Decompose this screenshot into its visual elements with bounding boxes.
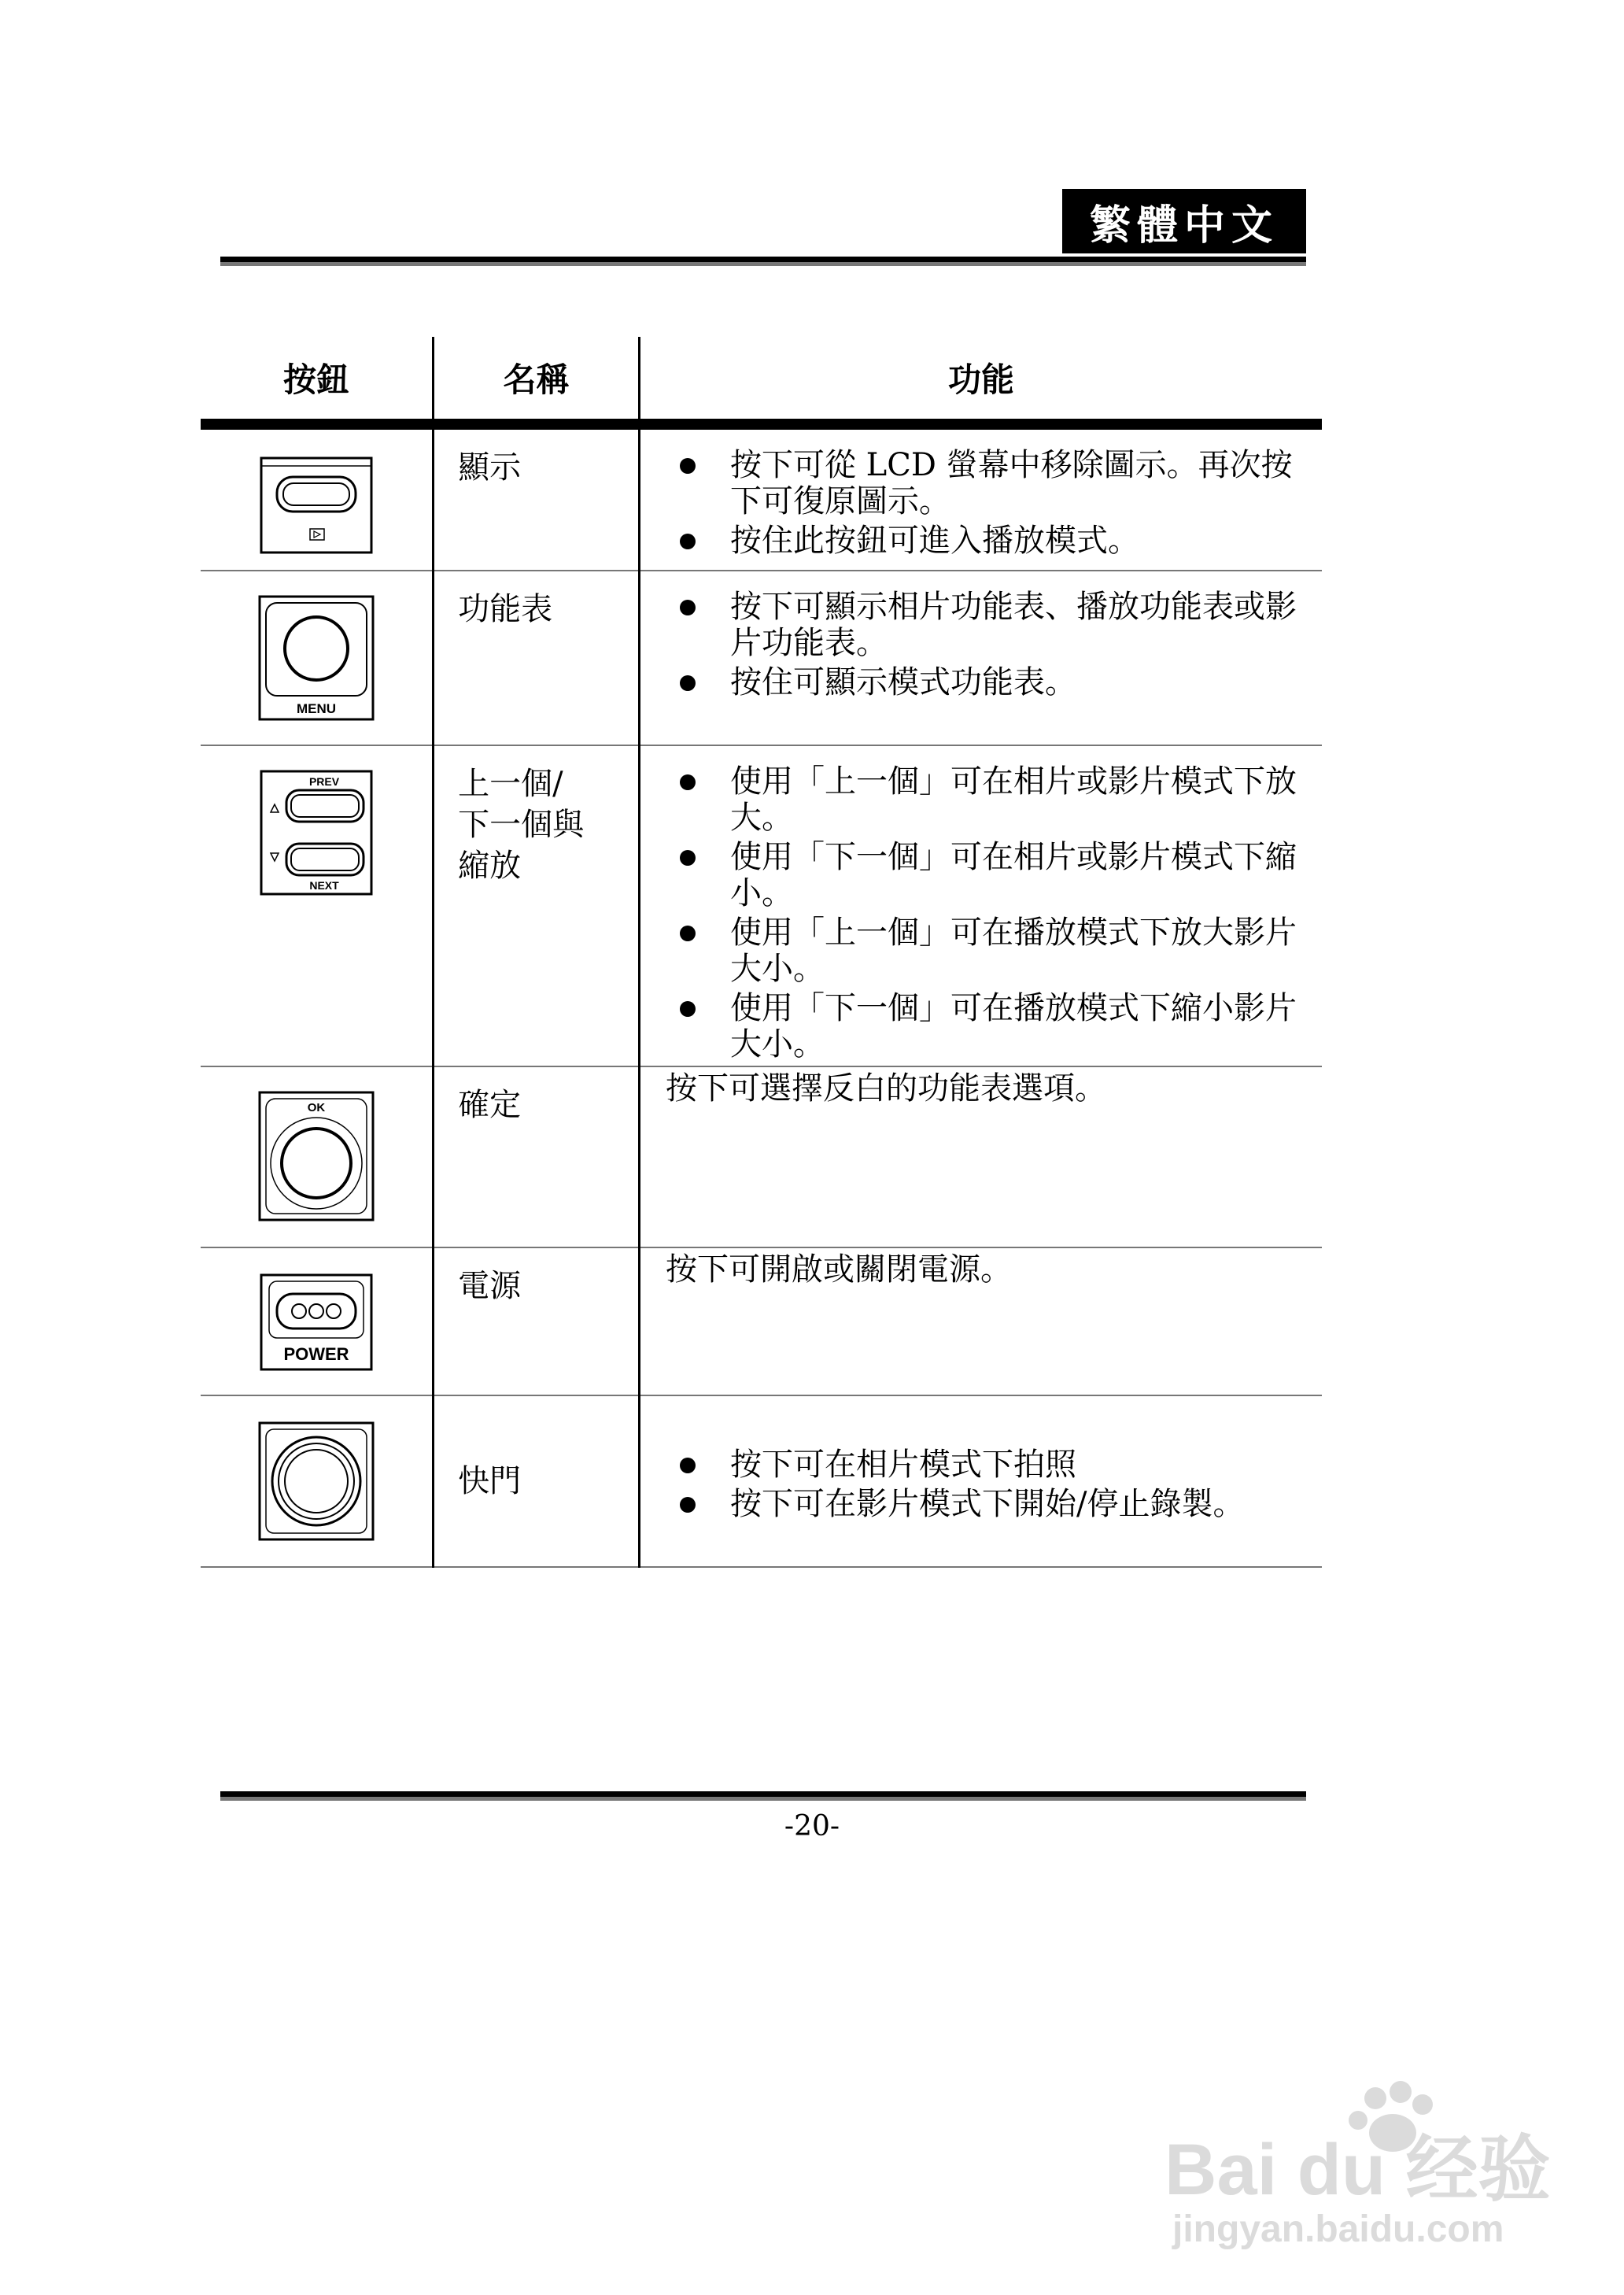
function-cell xyxy=(639,1247,1322,1395)
function-text: 按下可選擇反白的功能表選項。 xyxy=(665,1070,1106,1107)
svg-text:POWER: POWER xyxy=(283,1344,349,1364)
button-image-cell xyxy=(201,1395,434,1567)
table-row xyxy=(201,1247,1322,1395)
button-name: 上一個/ 下一個與 縮放 xyxy=(458,766,585,884)
button-image-cell xyxy=(201,1066,434,1247)
svg-text:MENU: MENU xyxy=(297,701,337,716)
list-item: 按下可在影片模式下開始/停止錄製。 xyxy=(666,1486,1303,1522)
name-cell xyxy=(434,1066,640,1247)
table-row xyxy=(201,571,1322,745)
footer-rule xyxy=(220,1791,1306,1801)
power-button-icon xyxy=(260,1273,373,1371)
display-button-icon xyxy=(260,456,373,554)
function-cell xyxy=(639,571,1322,745)
page-number: -20- xyxy=(784,1810,840,1842)
function-list xyxy=(666,447,1303,559)
function-list xyxy=(666,763,1303,1062)
header-name: 名稱 xyxy=(434,337,640,424)
button-name: 功能表 xyxy=(458,591,553,627)
table-header-row xyxy=(201,337,1322,424)
name-cell xyxy=(434,1395,640,1567)
function-cell xyxy=(639,745,1322,1066)
button-name: 確定 xyxy=(458,1087,522,1123)
list-item: 按下可顯示相片功能表、播放功能表或影片功能表。 xyxy=(666,589,1303,661)
button-name: 電源 xyxy=(458,1268,522,1304)
function-list xyxy=(666,1447,1303,1522)
function-list xyxy=(666,589,1303,700)
header-function: 功能 xyxy=(639,337,1322,424)
name-cell xyxy=(434,571,640,745)
shutter-button-icon xyxy=(258,1421,375,1541)
list-item: 使用「下一個」可在相片或影片模式下縮小。 xyxy=(666,839,1303,911)
function-text: 按下可開啟或關閉電源。 xyxy=(665,1251,1012,1288)
svg-text:PREV: PREV xyxy=(308,775,340,788)
list-item: 使用「上一個」可在相片或影片模式下放大。 xyxy=(666,763,1303,836)
list-item: 按下可從 LCD 螢幕中移除圖示。再次按下可復原圖示。 xyxy=(666,447,1303,519)
baidu-watermark xyxy=(1157,2078,1574,2251)
name-cell xyxy=(434,1247,640,1395)
svg-text:Bai du 经验: Bai du 经验 xyxy=(1164,2130,1551,2210)
list-item: 按住此按鈕可進入播放模式。 xyxy=(666,523,1303,559)
function-cell xyxy=(639,1395,1322,1567)
svg-text:jingyan.baidu.com: jingyan.baidu.com xyxy=(1172,2208,1504,2250)
list-item: 按下可在相片模式下拍照 xyxy=(666,1447,1303,1483)
button-function-table xyxy=(201,337,1322,1568)
prev-next-button-icon xyxy=(260,770,373,896)
table-row xyxy=(201,1395,1322,1567)
function-cell xyxy=(639,1066,1322,1247)
name-cell xyxy=(434,745,640,1066)
svg-text:OK: OK xyxy=(307,1101,326,1114)
function-cell xyxy=(639,424,1322,571)
svg-text:NEXT: NEXT xyxy=(309,879,339,892)
table-row xyxy=(201,1066,1322,1247)
name-cell xyxy=(434,424,640,571)
header-button: 按鈕 xyxy=(201,337,434,424)
button-name: 顯示 xyxy=(458,449,522,486)
table-row xyxy=(201,424,1322,571)
language-tab: 繁體中文 xyxy=(1062,189,1306,253)
table-row xyxy=(201,745,1322,1066)
ok-button-icon xyxy=(258,1091,375,1221)
header-rule xyxy=(220,257,1306,266)
menu-button-icon xyxy=(258,595,375,721)
list-item: 使用「下一個」可在播放模式下縮小影片大小。 xyxy=(666,990,1303,1062)
button-image-cell xyxy=(201,571,434,745)
list-item: 按住可顯示模式功能表。 xyxy=(666,664,1303,700)
button-image-cell xyxy=(201,745,434,1066)
button-image-cell xyxy=(201,424,434,571)
button-image-cell xyxy=(201,1247,434,1395)
list-item: 使用「上一個」可在播放模式下放大影片大小。 xyxy=(666,915,1303,987)
button-name: 快門 xyxy=(458,1463,522,1499)
